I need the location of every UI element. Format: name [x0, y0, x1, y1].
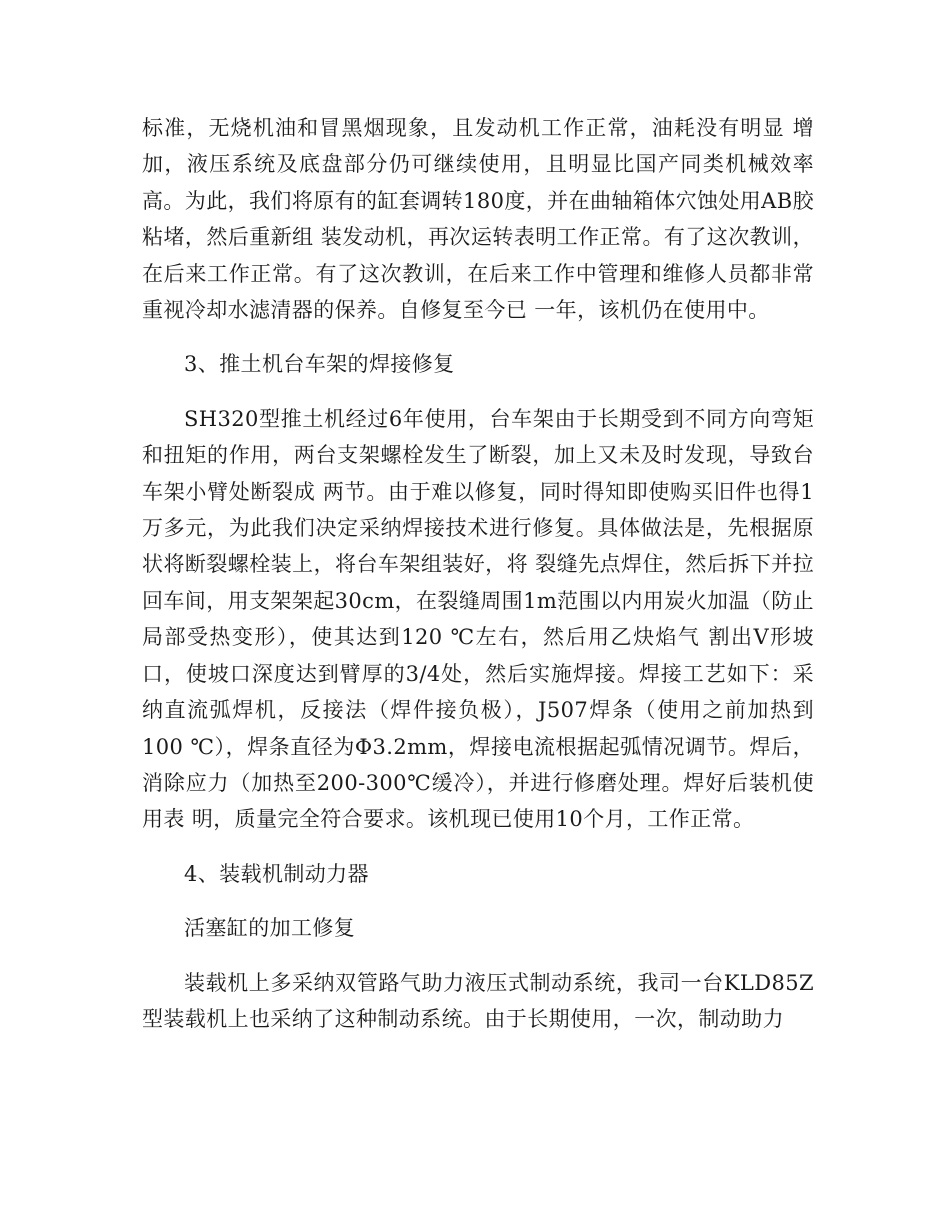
document-body [142, 110, 814, 1055]
section-heading-4: 4、装载机制动力器 [184, 861, 369, 886]
paragraph-continuation: 标准，无烧机油和冒黑烟现象，且发动机工作正常，油耗没有明显 增加，液压系统及底盘部分仍可继续使用，且明显比国产同类机械效率高。为此，我们将原有的缸套调转180度，并在曲轴箱体穴蚀处用AB胶粘堵，然后重新组 装发动机，再次运转表明工作正常。有了这次教训，在后来工作正常。有了这次教训，在后来工作中管理和维修人员都非常重视冷却水滤清器的保养。自修复至今已 一年，该机仍在使用中。 [142, 116, 814, 323]
section-subheading-4: 活塞缸的加工修复 [184, 916, 356, 941]
paragraph-bulldozer-repair: SH320型推土机经过6年使用，台车架由于长期受到不同方向弯矩和扭矩的作用，两台支架螺栓发生了断裂，加上又未及时发现，导致台车架小臂处断裂成 两节。由于难以修复，同时得知即使购买旧件也得1万多元，为此我们决定采纳焊接技术进行修复。具体做法是，先根据原状将断裂螺栓装上，将台车架组装好，将 裂缝先点焊住，然后拆下并拉回车间，用支架架起30cm，在裂缝周围1m范围以内用炭火加温（防止局部受热变形），使其达到120 ℃左右，然后用乙炔焰气 割出V形坡口，使坡口深度达到臂厚的3/4处，然后实施焊接。焊接工艺如下：采纳直流弧焊机，反接法（焊件接负极），J507焊条（使用之前加热到100 ℃），焊条直径为Φ3.2mm，焊接电流根据起弧情况调节。焊后，消除应力（加热至200-300℃缓冷），并进行修磨处理。焊好后装机使用表 明，质量完全符合要求。该机现已使用10个月，工作正常。 [142, 406, 814, 832]
section-heading-3: 3、推土机台车架的焊接修复 [184, 352, 455, 377]
paragraph-loader-brake: 装载机上多采纳双管路气助力液压式制动系统，我司一台KLD85Z型装载机上也采纳了这种制动系统。由于长期使用，一次，制动助力 [142, 970, 814, 1031]
